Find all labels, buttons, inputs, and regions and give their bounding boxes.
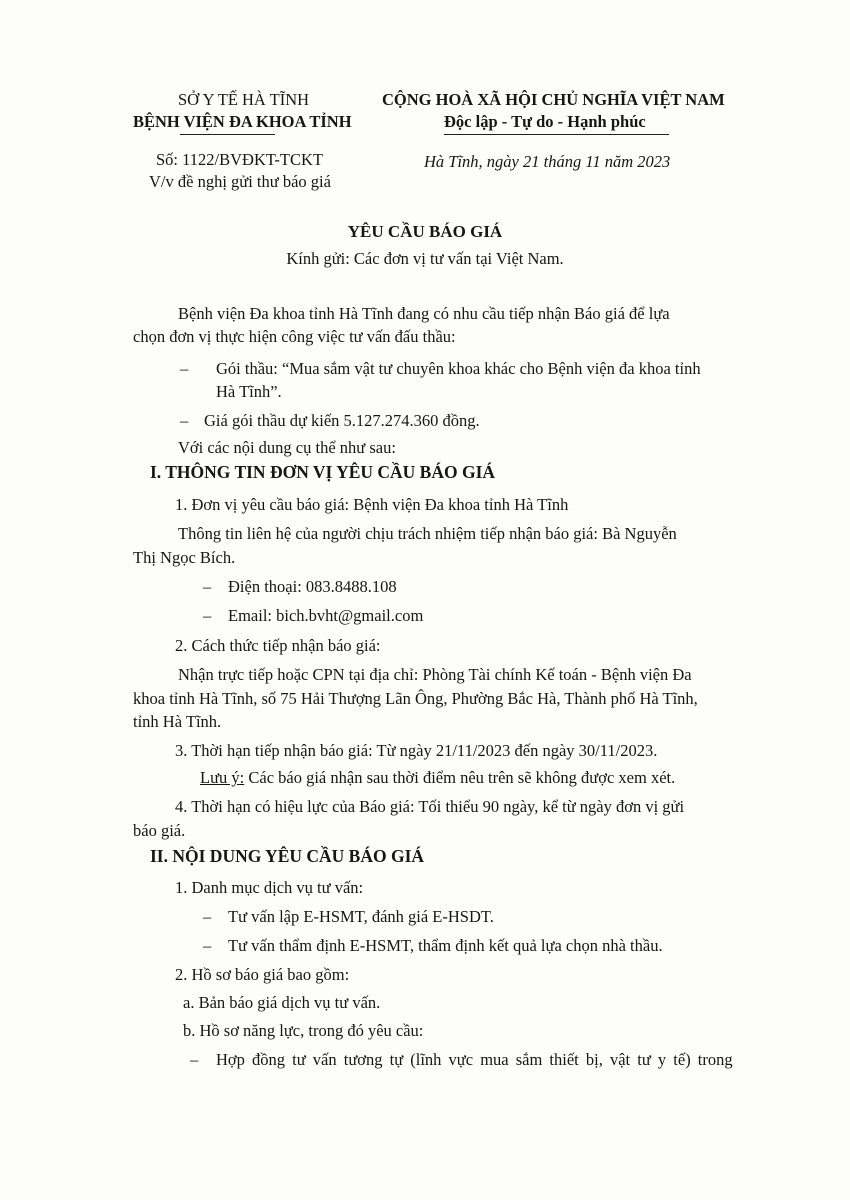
section-2-item-1: 1. Danh mục dịch vụ tư vấn: — [175, 878, 364, 897]
section-1-item-4-line-1: 4. Thời hạn có hiệu lực của Báo giá: Tối thiểu 90 ngày, kể từ ngày đơn vị gửi — [175, 797, 685, 816]
bullet-dash: – — [203, 577, 212, 596]
section-1-heading: I. THÔNG TIN ĐƠN VỊ YÊU CẦU BÁO GIÁ — [150, 462, 496, 482]
address-line-1: Nhận trực tiếp hoặc CPN tại địa chỉ: Phòng Tài chính Kế toán - Bệnh viện Đa — [178, 665, 692, 684]
contact-email: Email: bich.bvht@gmail.com — [228, 606, 424, 625]
bullet-dash: – — [180, 411, 189, 430]
org-parent: SỞ Y TẾ HÀ TĨNH — [178, 90, 310, 109]
address-line-3: tỉnh Hà Tĩnh. — [133, 712, 222, 731]
place-date: Hà Tĩnh, ngày 21 tháng 11 năm 2023 — [424, 152, 671, 171]
document-title: YÊU CẦU BÁO GIÁ — [347, 222, 503, 241]
doc-subject: V/v đề nghị gửi thư báo giá — [149, 172, 331, 191]
section-2-item-2: 2. Hồ sơ báo giá bao gồm: — [175, 965, 350, 984]
doc-number: Số: 1122/BVĐKT-TCKT — [156, 150, 323, 169]
motto-underline — [444, 134, 669, 135]
intro-line-1: Bệnh viện Đa khoa tỉnh Hà Tĩnh đang có nhu cầu tiếp nhận Báo giá để lựa — [178, 304, 670, 323]
package-name-line-1: Gói thầu: “Mua sắm vật tư chuyên khoa khác cho Bệnh viện đa khoa tỉnh — [216, 359, 701, 378]
intro-line-2: chọn đơn vị thực hiện công việc tư vấn đấu thầu: — [133, 327, 456, 346]
package-price: Giá gói thầu dự kiến 5.127.274.360 đồng. — [204, 411, 480, 430]
note-text: Các báo giá nhận sau thời điểm nêu trên sẽ không được xem xét. — [244, 768, 676, 787]
contact-line-2: Thị Ngọc Bích. — [133, 548, 236, 567]
section-1-item-3: 3. Thời hạn tiếp nhận báo giá: Từ ngày 21/11/2023 đến ngày 30/11/2023. — [175, 741, 658, 760]
intro-closing: Với các nội dung cụ thể như sau: — [178, 438, 396, 457]
address-line-2: khoa tỉnh Hà Tĩnh, số 75 Hải Thượng Lãn Ông, Phường Bắc Hà, Thành phố Hà Tĩnh, — [133, 689, 698, 708]
bullet-dash: – — [190, 1050, 199, 1069]
service-2: Tư vấn thẩm định E-HSMT, thẩm định kết quả lựa chọn nhà thầu. — [228, 936, 663, 955]
bullet-dash: – — [203, 907, 212, 926]
section-1-item-1: 1. Đơn vị yêu cầu báo giá: Bệnh viện Đa khoa tỉnh Hà Tĩnh — [175, 495, 569, 514]
contact-line-1: Thông tin liên hệ của người chịu trách nhiệm tiếp nhận báo giá: Bà Nguyễn — [178, 524, 677, 543]
recipient: Kính gửi: Các đơn vị tư vấn tại Việt Nam. — [286, 249, 564, 268]
national-motto: Độc lập - Tự do - Hạnh phúc — [444, 112, 646, 131]
section-1-item-2: 2. Cách thức tiếp nhận báo giá: — [175, 636, 381, 655]
service-1: Tư vấn lập E-HSMT, đánh giá E-HSDT. — [228, 907, 494, 926]
bullet-dash: – — [203, 936, 212, 955]
org-name: BỆNH VIỆN ĐA KHOA TỈNH — [133, 112, 352, 131]
bullet-dash: – — [203, 606, 212, 625]
bullet-dash: – — [180, 359, 189, 378]
note — [200, 767, 675, 789]
contact-phone: Điện thoại: 083.8488.108 — [228, 577, 397, 596]
national-title: CỘNG HOÀ XÃ HỘI CHỦ NGHĨA VIỆT NAM — [382, 90, 725, 109]
note-label: Lưu ý: — [200, 768, 245, 787]
section-2-heading: II. NỘI DUNG YÊU CẦU BÁO GIÁ — [150, 846, 425, 866]
section-2-sub-b: b. Hồ sơ năng lực, trong đó yêu cầu: — [183, 1021, 424, 1040]
org-underline — [180, 134, 275, 135]
section-1-item-4-line-2: báo giá. — [133, 821, 186, 840]
package-name-line-2: Hà Tĩnh”. — [216, 382, 282, 401]
section-2-sub-a: a. Bản báo giá dịch vụ tư vấn. — [183, 993, 381, 1012]
section-2-sub-b-bullet: Hợp đồng tư vấn tương tự (lĩnh vực mua sắm thiết bị, vật tư y tế) trong — [216, 1050, 733, 1069]
